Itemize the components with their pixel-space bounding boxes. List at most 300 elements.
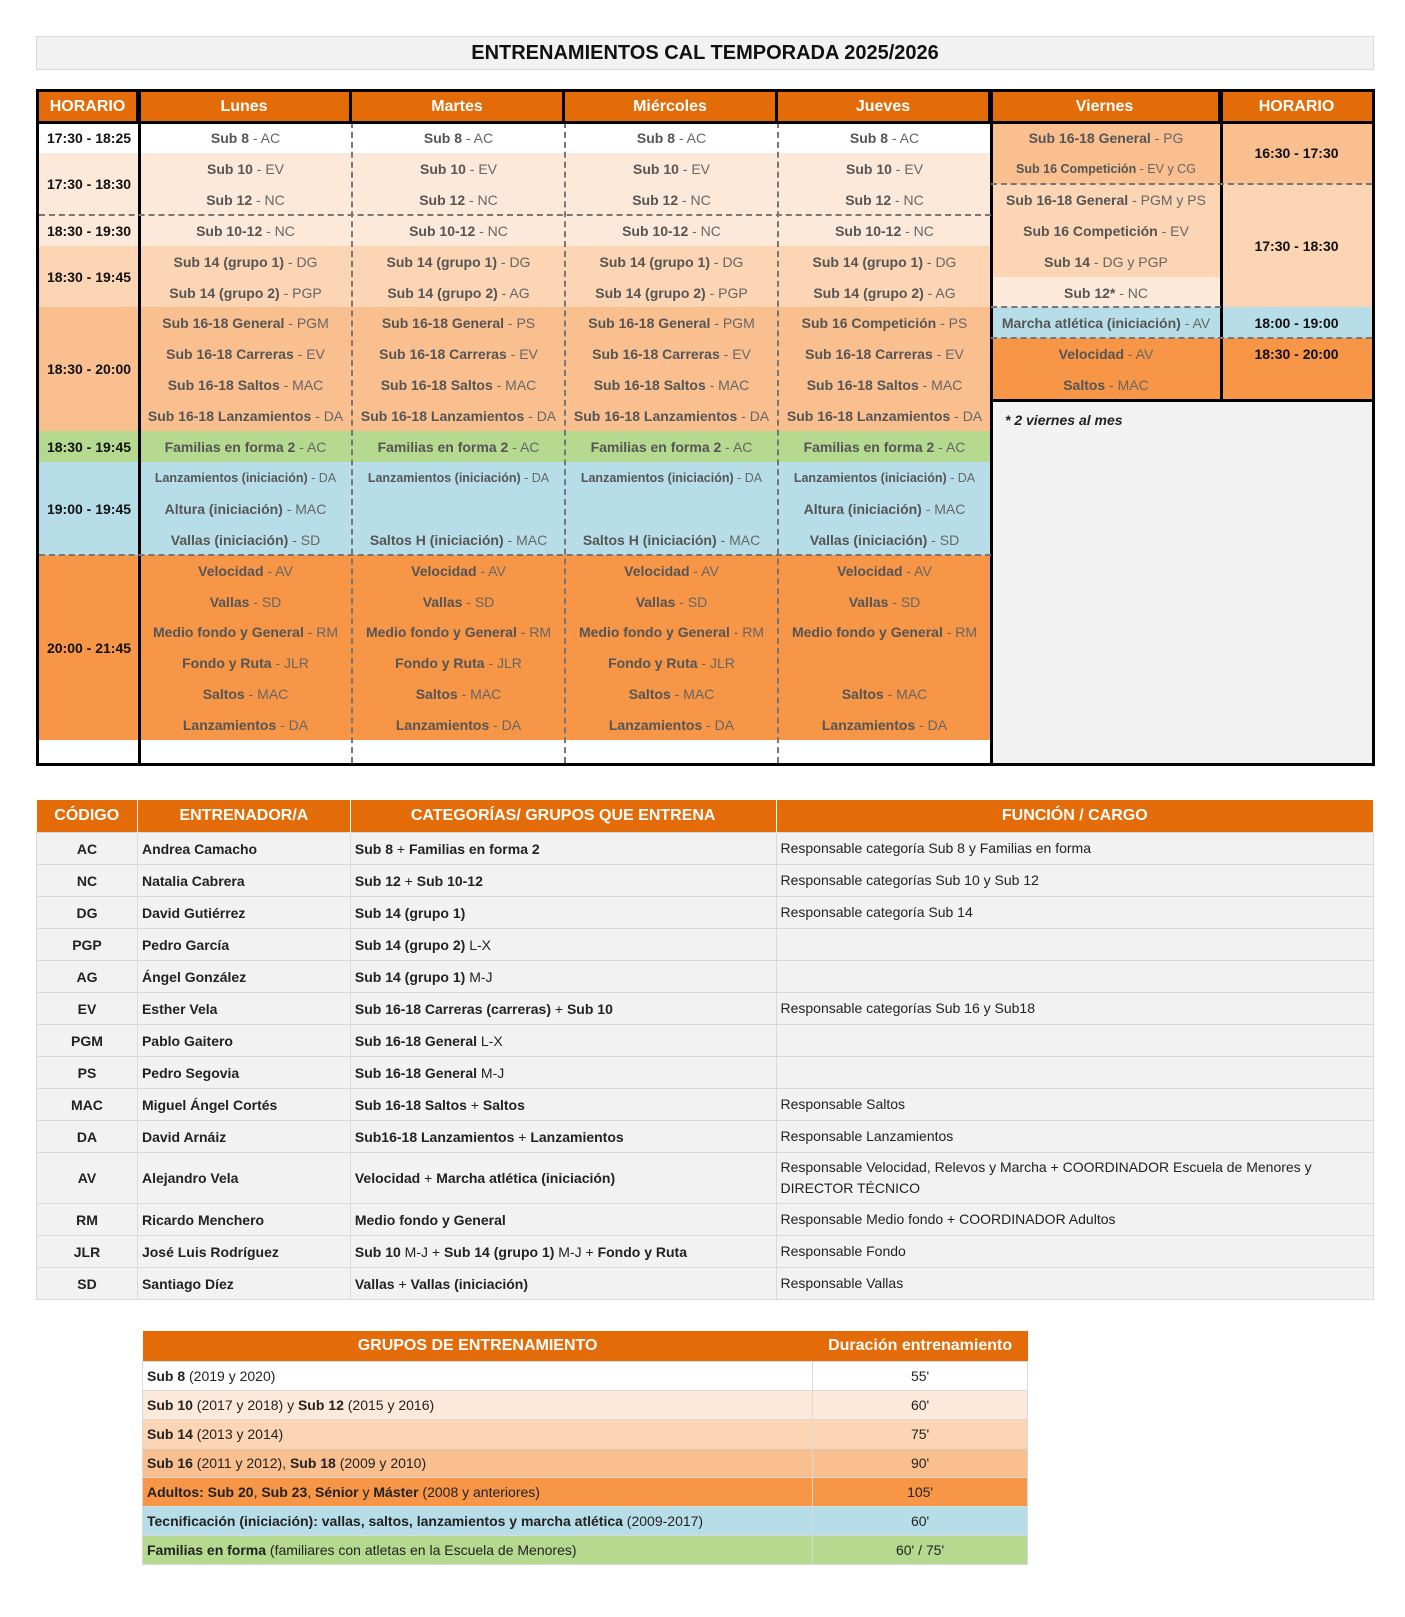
schedule-entry [565, 647, 778, 678]
coach-code: PGP [37, 929, 138, 961]
schedule-entry [778, 369, 991, 400]
schedule-entry [352, 246, 565, 277]
schedule-entry [139, 277, 352, 307]
schedule-entry [139, 400, 352, 431]
table-row [37, 961, 1374, 993]
schedule-entry [352, 462, 565, 493]
entry-group: Saltos [841, 686, 884, 702]
entry-coach: - NC [1115, 285, 1149, 301]
coach-groups [350, 865, 776, 897]
schedule-entry [352, 277, 565, 307]
entry-coach: - RM [942, 624, 978, 640]
group-text: Sub 16-18 General [354, 1064, 478, 1081]
table-row [37, 897, 1374, 929]
schedule-entry [778, 647, 991, 678]
schedule-entry [565, 616, 778, 647]
entry-group: Sub 10-12 [196, 223, 263, 239]
table-row [37, 833, 1374, 865]
friday-empty-area [991, 400, 1372, 763]
entry-group: Sub 10-12 [835, 223, 902, 239]
coach-groups [350, 1089, 776, 1121]
group-text: M-J [477, 1064, 505, 1081]
coach-role [776, 1025, 1374, 1057]
entry-coach: - MAC [279, 377, 324, 393]
entry-group: Sub 8 [636, 130, 675, 146]
group-name [143, 1536, 813, 1565]
coach-groups [350, 1236, 776, 1268]
friday-time-slot: 18:30 - 20:00 [1221, 338, 1372, 400]
coach-role: Responsable categoría Sub 14 [776, 897, 1374, 929]
grid-line [39, 214, 991, 216]
schedule-entry [139, 524, 352, 555]
entry-coach: - AC [934, 439, 966, 455]
entry-coach: - PS [504, 315, 536, 331]
entry-coach: - AV [902, 563, 932, 579]
group-duration: 75' [813, 1420, 1028, 1449]
header-horario-6: HORARIO [1221, 92, 1372, 122]
coach-name: Santiago Díez [137, 1268, 350, 1300]
group-text: (2015 y 2016) [343, 1397, 435, 1413]
schedule-entry [778, 184, 991, 215]
time-slot: 18:30 - 20:00 [39, 307, 139, 431]
header-horario-0: HORARIO [39, 92, 139, 122]
group-text: Adultos: Sub 20 [147, 1484, 254, 1500]
group-name [143, 1478, 813, 1507]
group-text: M-J + [554, 1243, 598, 1260]
grid-line [39, 554, 991, 556]
entry-coach: - DA [307, 471, 337, 485]
schedule-entry [139, 246, 352, 277]
group-text: Familias en forma 2 [408, 840, 540, 857]
entry-group: Sub 16-18 Saltos [167, 377, 280, 393]
table-row [37, 929, 1374, 961]
header-day-5: Viernes [991, 92, 1221, 122]
table-row [37, 1236, 1374, 1268]
entry-coach: - AV [1180, 315, 1211, 331]
entry-coach: - DA [524, 408, 557, 424]
entry-coach: - DA [520, 471, 550, 485]
groups-header: GRUPOS DE ENTRENAMIENTO [143, 1331, 813, 1362]
coach-name: Natalia Cabrera [137, 865, 350, 897]
schedule-entry [139, 338, 352, 369]
schedule-entry [352, 616, 565, 647]
entry-coach: - DG [497, 254, 531, 270]
group-text: Sub 8 [354, 840, 393, 857]
schedule-entry [778, 215, 991, 246]
schedule-entry [352, 153, 565, 184]
entry-coach: - DA [733, 471, 763, 485]
entry-coach: - RM [729, 624, 765, 640]
group-text: Sub 14 (grupo 2) [354, 936, 466, 953]
entry-group: Lanzamientos (iniciación) [793, 471, 947, 485]
table-row [37, 1025, 1374, 1057]
coach-name: Alejandro Vela [137, 1153, 350, 1204]
entry-group: Sub 10 [419, 161, 466, 177]
schedule-entry [565, 555, 778, 586]
coach-role [776, 929, 1374, 961]
grid-line [991, 337, 1372, 339]
entry-coach: - EV [252, 161, 285, 177]
entry-coach: - MAC [282, 501, 327, 517]
group-text: Sub 23 [261, 1484, 308, 1500]
schedule-entry [778, 307, 991, 338]
entry-coach: - AC [462, 130, 494, 146]
entry-coach: - NC [688, 223, 721, 239]
coach-name: Andrea Camacho [137, 833, 350, 865]
entry-group: Medio fondo y General [152, 624, 304, 640]
coach-name: Miguel Ángel Cortés [137, 1089, 350, 1121]
entry-coach: - MAC [492, 377, 537, 393]
entry-coach: - NC [262, 223, 295, 239]
entry-group: Saltos [415, 686, 458, 702]
coach-code: MAC [37, 1089, 138, 1121]
entry-group: Vallas (iniciación) [809, 532, 928, 548]
coach-role: Responsable Medio fondo + COORDINADOR Adultos [776, 1204, 1374, 1236]
coach-groups [350, 833, 776, 865]
entry-group: Sub 16-18 Carreras [166, 346, 294, 362]
table-row [37, 1204, 1374, 1236]
entry-group: Velocidad [624, 563, 690, 579]
coach-code: PS [37, 1057, 138, 1089]
entry-coach: - DA [311, 408, 344, 424]
schedule-entry [352, 184, 565, 215]
entry-coach: - DA [915, 717, 948, 733]
header-day-2: Martes [352, 92, 565, 122]
entry-coach: - MAC [921, 501, 966, 517]
schedule-entry [778, 400, 991, 431]
group-name [143, 1362, 813, 1391]
entry-coach: - EV [932, 346, 964, 362]
schedule-entry [565, 215, 778, 246]
entry-group: Saltos [628, 686, 671, 702]
schedule-entry [565, 524, 778, 555]
entry-group: Sub 16-18 Carreras [805, 346, 933, 362]
entry-group: Sub 16 Competición [1023, 223, 1158, 239]
entry-group: Lanzamientos (iniciación) [154, 471, 308, 485]
entry-group: Sub 16-18 Lanzamientos [360, 408, 525, 424]
entry-group: Sub 16-18 General [1006, 192, 1129, 208]
entry-group: Sub 10 [845, 161, 892, 177]
entry-coach: - MAC [705, 377, 750, 393]
entry-coach: - EV [719, 346, 751, 362]
entry-coach: - AV [689, 563, 719, 579]
friday-entry [991, 215, 1221, 246]
schedule-entry [139, 153, 352, 184]
coach-groups [350, 1121, 776, 1153]
entry-group: Sub 16-18 Lanzamientos [786, 408, 951, 424]
entry-group: Sub 10 [632, 161, 679, 177]
group-text: + [514, 1128, 531, 1145]
schedule-entry [139, 184, 352, 215]
friday-entry [991, 122, 1221, 153]
coach-role: Responsable Saltos [776, 1089, 1374, 1121]
grid-line [991, 183, 1372, 185]
group-text: Sub 16-18 Saltos [354, 1096, 467, 1113]
group-text: Sub 16-18 General [354, 1032, 478, 1049]
group-text: L-X [465, 936, 491, 953]
schedule-entry [139, 555, 352, 586]
group-duration: 60' [813, 1507, 1028, 1536]
group-text: (2017 y 2018) y [192, 1397, 298, 1413]
group-text: (familiares con atletas en la Escuela de Menores) [266, 1542, 577, 1558]
group-text: Sub 8 [147, 1368, 186, 1384]
entry-group: Lanzamientos [608, 717, 703, 733]
entry-group: Altura (iniciación) [164, 501, 283, 517]
entry-group: Familias en forma 2 [803, 439, 935, 455]
entry-group: Familias en forma 2 [164, 439, 296, 455]
entry-group: Velocidad [837, 563, 903, 579]
grid-line [564, 122, 566, 763]
grid-line [138, 92, 141, 763]
schedule-entry [352, 400, 565, 431]
entry-coach: - NC [252, 192, 285, 208]
entry-group: Lanzamientos [182, 717, 277, 733]
schedule-entry [565, 277, 778, 307]
entry-group: Sub 14 (grupo 2) [595, 285, 706, 301]
entry-group: Sub 14 (grupo 1) [386, 254, 497, 270]
schedule-entry [565, 307, 778, 338]
coach-role [776, 1057, 1374, 1089]
schedule-entry [139, 616, 352, 647]
coach-role: Responsable categorías Sub 10 y Sub 12 [776, 865, 1374, 897]
entry-group: Velocidad [1058, 346, 1125, 362]
entry-coach: - EV [506, 346, 538, 362]
entry-group: Fondo y Ruta [608, 655, 698, 671]
table-row [143, 1507, 1028, 1536]
table-row [37, 993, 1374, 1025]
table-row [37, 1121, 1374, 1153]
group-text: Velocidad [354, 1170, 421, 1186]
time-slot: 20:00 - 21:45 [39, 555, 139, 740]
entry-coach: - AV [1124, 346, 1154, 362]
entry-coach: - EV [1157, 223, 1189, 239]
header-day-3: Miércoles [565, 92, 778, 122]
coach-name: David Arnáiz [137, 1121, 350, 1153]
entry-coach: - PGM y PS [1128, 192, 1206, 208]
group-text: Máster [373, 1484, 419, 1500]
schedule-entry [352, 493, 565, 524]
entry-coach: - EV [293, 346, 325, 362]
group-text: Vallas [354, 1275, 395, 1292]
entry-group: Sub 16-18 Saltos [380, 377, 493, 393]
entry-coach: - PGP [279, 285, 322, 301]
schedule-entry [139, 122, 352, 153]
entry-group: Lanzamientos (iniciación) [367, 471, 521, 485]
schedule-entry [565, 709, 778, 740]
schedule-entry [778, 586, 991, 616]
group-duration: 90' [813, 1449, 1028, 1478]
schedule-entry [565, 369, 778, 400]
coach-name: Pedro Segovia [137, 1057, 350, 1089]
staff-header: CATEGORÍAS/ GRUPOS QUE ENTRENA [350, 800, 776, 833]
time-slot: 18:30 - 19:45 [39, 431, 139, 462]
group-text: Sub 10 [147, 1397, 193, 1413]
entry-group: Sub 16 Competición [801, 315, 937, 331]
group-text: Lanzamientos [530, 1128, 624, 1145]
entry-group: Saltos [1063, 377, 1106, 393]
staff-header: ENTRENADOR/A [137, 800, 350, 833]
schedule-entry [139, 215, 352, 246]
schedule-table [36, 89, 1375, 766]
coach-role [776, 961, 1374, 993]
group-text: + [420, 1170, 437, 1186]
entry-group: Sub 8 [423, 130, 462, 146]
schedule-entry [352, 647, 565, 678]
group-text: Sub 16 [147, 1455, 193, 1471]
entry-group: Sub 16-18 Saltos [593, 377, 706, 393]
entry-coach: - NC [678, 192, 711, 208]
group-name [143, 1420, 813, 1449]
table-row [143, 1449, 1028, 1478]
coach-code: EV [37, 993, 138, 1025]
coach-role: Responsable categorías Sub 16 y Sub18 [776, 993, 1374, 1025]
entry-group: Altura (iniciación) [803, 501, 922, 517]
entry-group: Sub 16-18 General [381, 315, 505, 331]
schedule-entry [778, 122, 991, 153]
entry-group: Sub 14 [1044, 254, 1091, 270]
page-title: ENTRENAMIENTOS CAL TEMPORADA 2025/2026 [36, 36, 1374, 70]
entry-coach: - AC [888, 130, 920, 146]
friday-entry [991, 338, 1221, 369]
coach-groups [350, 897, 776, 929]
schedule-entry [139, 462, 352, 493]
entry-coach: - AG [923, 285, 956, 301]
group-text: (2009-2017) [622, 1513, 704, 1529]
group-text: + [392, 840, 409, 857]
entry-group: Sub 12 [419, 192, 466, 208]
table-row [143, 1478, 1028, 1507]
entry-coach: - JLR [697, 655, 735, 671]
header-day-4: Jueves [778, 92, 991, 122]
schedule-entry [778, 709, 991, 740]
group-text: Sub16-18 Lanzamientos [354, 1128, 515, 1145]
entry-group: Sub 16-18 Lanzamientos [573, 408, 738, 424]
group-text: + [550, 1000, 567, 1017]
entry-coach: - JLR [484, 655, 522, 671]
group-text: Medio fondo y General [354, 1211, 506, 1228]
entry-group: Vallas [209, 594, 250, 610]
schedule-entry [778, 277, 991, 307]
group-text: Familias en forma [147, 1542, 267, 1558]
entry-group: Sub 14 (grupo 1) [812, 254, 923, 270]
group-duration: 60' / 75' [813, 1536, 1028, 1565]
schedule-entry [139, 678, 352, 709]
group-text: Vallas (iniciación) [410, 1275, 529, 1292]
friday-time-slot: 17:30 - 18:30 [1221, 184, 1372, 307]
entry-group: Sub 12 [206, 192, 253, 208]
schedule-entry [565, 493, 778, 524]
entry-coach: - SD [462, 594, 495, 610]
entry-group: Sub 16-18 General [162, 315, 285, 331]
footnote: * 2 viernes al mes [1005, 412, 1123, 428]
entry-group: Sub 12* [1063, 285, 1116, 301]
schedule-entry [778, 338, 991, 369]
grid-line [39, 121, 1372, 124]
entry-group: Sub 10 [206, 161, 253, 177]
entry-coach: - MAC [457, 686, 502, 702]
entry-coach: - MAC [670, 686, 715, 702]
entry-coach: - DG [710, 254, 744, 270]
entry-coach: - PGM [284, 315, 329, 331]
group-duration: 105' [813, 1478, 1028, 1507]
schedule-entry [565, 184, 778, 215]
entry-coach: - AG [497, 285, 530, 301]
entry-coach: - SD [888, 594, 921, 610]
entry-coach: - PGP [705, 285, 748, 301]
group-text: Sub 14 (grupo 1) [354, 904, 466, 921]
entry-coach: - PGM [710, 315, 755, 331]
coaches-table [36, 800, 1374, 1300]
time-slot: 18:30 - 19:30 [39, 215, 139, 246]
coach-code: DA [37, 1121, 138, 1153]
groups-header: Duración entrenamiento [813, 1331, 1028, 1362]
entry-group: Saltos H (iniciación) [582, 532, 717, 548]
schedule-entry [565, 246, 778, 277]
entry-coach: - SD [249, 594, 282, 610]
friday-time-slot: 18:00 - 19:00 [1221, 307, 1372, 338]
entry-coach: - SD [675, 594, 708, 610]
coach-role: Responsable Fondo [776, 1236, 1374, 1268]
entry-coach: - AC [721, 439, 753, 455]
friday-entry [991, 184, 1221, 215]
entry-coach: - MAC [918, 377, 963, 393]
entry-coach: - NC [475, 223, 508, 239]
schedule-entry [565, 153, 778, 184]
entry-coach: - NC [891, 192, 924, 208]
entry-group: Sub 14 (grupo 1) [173, 254, 284, 270]
entry-group: Familias en forma 2 [377, 439, 509, 455]
entry-group: Sub 10-12 [409, 223, 476, 239]
staff-header: FUNCIÓN / CARGO [776, 800, 1374, 833]
schedule-entry [139, 586, 352, 616]
group-text: Saltos [482, 1096, 525, 1113]
entry-group: Fondo y Ruta [395, 655, 485, 671]
group-text: Sub 10 [354, 1243, 401, 1260]
schedule-entry [352, 307, 565, 338]
entry-coach: - PS [936, 315, 968, 331]
coach-code: NC [37, 865, 138, 897]
group-text: (2013 y 2014) [192, 1426, 284, 1442]
group-text: M-J + [400, 1243, 444, 1260]
entry-group: Sub 8 [210, 130, 249, 146]
entry-group: Medio fondo y General [578, 624, 730, 640]
entry-group: Vallas (iniciación) [170, 532, 289, 548]
entry-group: Sub 16-18 General [588, 315, 711, 331]
coach-name: Esther Vela [137, 993, 350, 1025]
schedule-entry [565, 678, 778, 709]
entry-coach: - DA [737, 408, 770, 424]
group-text: (2019 y 2020) [185, 1368, 276, 1384]
table-row [37, 865, 1374, 897]
group-text: Sub 16-18 Carreras (carreras) [354, 1000, 551, 1017]
group-text: Sub 10-12 [416, 872, 483, 889]
group-text: Fondo y Ruta [597, 1243, 687, 1260]
schedule-entry [565, 338, 778, 369]
entry-coach: - DA [489, 717, 522, 733]
schedule-entry [778, 462, 991, 493]
grid-line [351, 122, 353, 763]
entry-coach: - MAC [883, 686, 928, 702]
schedule-entry [139, 369, 352, 400]
schedule-entry [352, 215, 565, 246]
table-row [37, 1153, 1374, 1204]
table-row [143, 1420, 1028, 1449]
entry-group: Familias en forma 2 [590, 439, 722, 455]
group-duration: 55' [813, 1362, 1028, 1391]
coach-name: Ángel González [137, 961, 350, 993]
coach-code: PGM [37, 1025, 138, 1057]
group-text: Sub 10 [566, 1000, 613, 1017]
